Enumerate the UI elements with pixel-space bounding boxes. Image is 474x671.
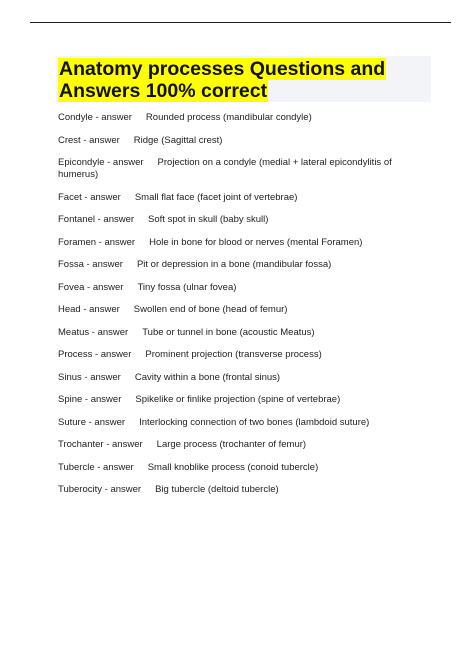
- qa-definition: Ridge (Sagittal crest): [133, 134, 223, 146]
- qa-item: [58, 192, 418, 204]
- title-line-2: Answers 100% correct: [59, 80, 268, 102]
- qa-definition: Tiny fossa (ulnar fovea): [137, 281, 237, 293]
- qa-term: Tuberocity - answer: [58, 484, 142, 495]
- qa-item: [58, 349, 418, 361]
- qa-item: [58, 214, 418, 226]
- qa-term: Epicondyle - answer: [58, 157, 144, 168]
- qa-item: [58, 372, 418, 384]
- qa-item: [58, 237, 418, 249]
- qa-item: [58, 157, 418, 181]
- qa-item: [58, 417, 418, 429]
- qa-term: Foramen - answer: [58, 236, 136, 248]
- qa-item: [58, 259, 418, 271]
- qa-item: [58, 462, 418, 474]
- qa-definition: Small knoblike process (conoid tubercle): [147, 461, 319, 473]
- page-top-rule: [30, 22, 451, 23]
- qa-term: Trochanter - answer: [58, 439, 143, 450]
- qa-definition: Hole in bone for blood or nerves (mental Foramen): [149, 236, 363, 248]
- qa-item: [58, 282, 418, 294]
- qa-list: [58, 112, 418, 507]
- qa-term: Facet - answer: [58, 191, 121, 203]
- qa-term: Process - answer: [58, 349, 132, 360]
- qa-term: Suture - answer: [58, 416, 126, 428]
- qa-term: Fontanel - answer: [58, 214, 135, 225]
- qa-term: Crest - answer: [58, 134, 120, 146]
- qa-item: [58, 394, 418, 406]
- qa-definition: Projection on a condyle (medial + lateral epicondylitis of humerus): [58, 157, 392, 180]
- qa-term: Condyle - answer: [58, 112, 132, 123]
- qa-definition: Swollen end of bone (head of femur): [133, 304, 288, 315]
- qa-definition: Large process (trochanter of femur): [156, 439, 307, 450]
- qa-item: [58, 135, 418, 147]
- qa-definition: Spikelike or finlike projection (spine of vertebrae): [135, 394, 341, 405]
- qa-term: Meatus - answer: [58, 326, 129, 338]
- qa-definition: Rounded process (mandibular condyle): [145, 112, 312, 123]
- qa-definition: Small flat face (facet joint of vertebrae): [134, 191, 298, 203]
- qa-item: [58, 327, 418, 339]
- qa-definition: Prominent projection (transverse process): [145, 349, 322, 360]
- title-line-1: Anatomy processes Questions and: [59, 58, 386, 80]
- qa-term: Spine - answer: [58, 394, 122, 405]
- qa-definition: Pit or depression in a bone (mandibular fossa): [136, 259, 332, 270]
- qa-term: Head - answer: [58, 304, 120, 315]
- qa-definition: Soft spot in skull (baby skull): [148, 214, 269, 225]
- qa-definition: Tube or tunnel in bone (acoustic Meatus): [142, 326, 315, 338]
- qa-definition: Big tubercle (deltoid tubercle): [155, 484, 279, 495]
- document-title: [58, 58, 428, 102]
- qa-term: Fovea - answer: [58, 281, 124, 293]
- qa-definition: Cavity within a bone (frontal sinus): [134, 371, 281, 383]
- qa-term: Sinus - answer: [58, 371, 121, 383]
- qa-definition: Interlocking connection of two bones (lambdoid suture): [139, 416, 370, 428]
- qa-item: [58, 112, 418, 124]
- qa-item: [58, 439, 418, 451]
- qa-term: Fossa - answer: [58, 259, 123, 270]
- qa-term: Tubercle - answer: [58, 461, 134, 473]
- qa-item: [58, 484, 418, 496]
- qa-item: [58, 304, 418, 316]
